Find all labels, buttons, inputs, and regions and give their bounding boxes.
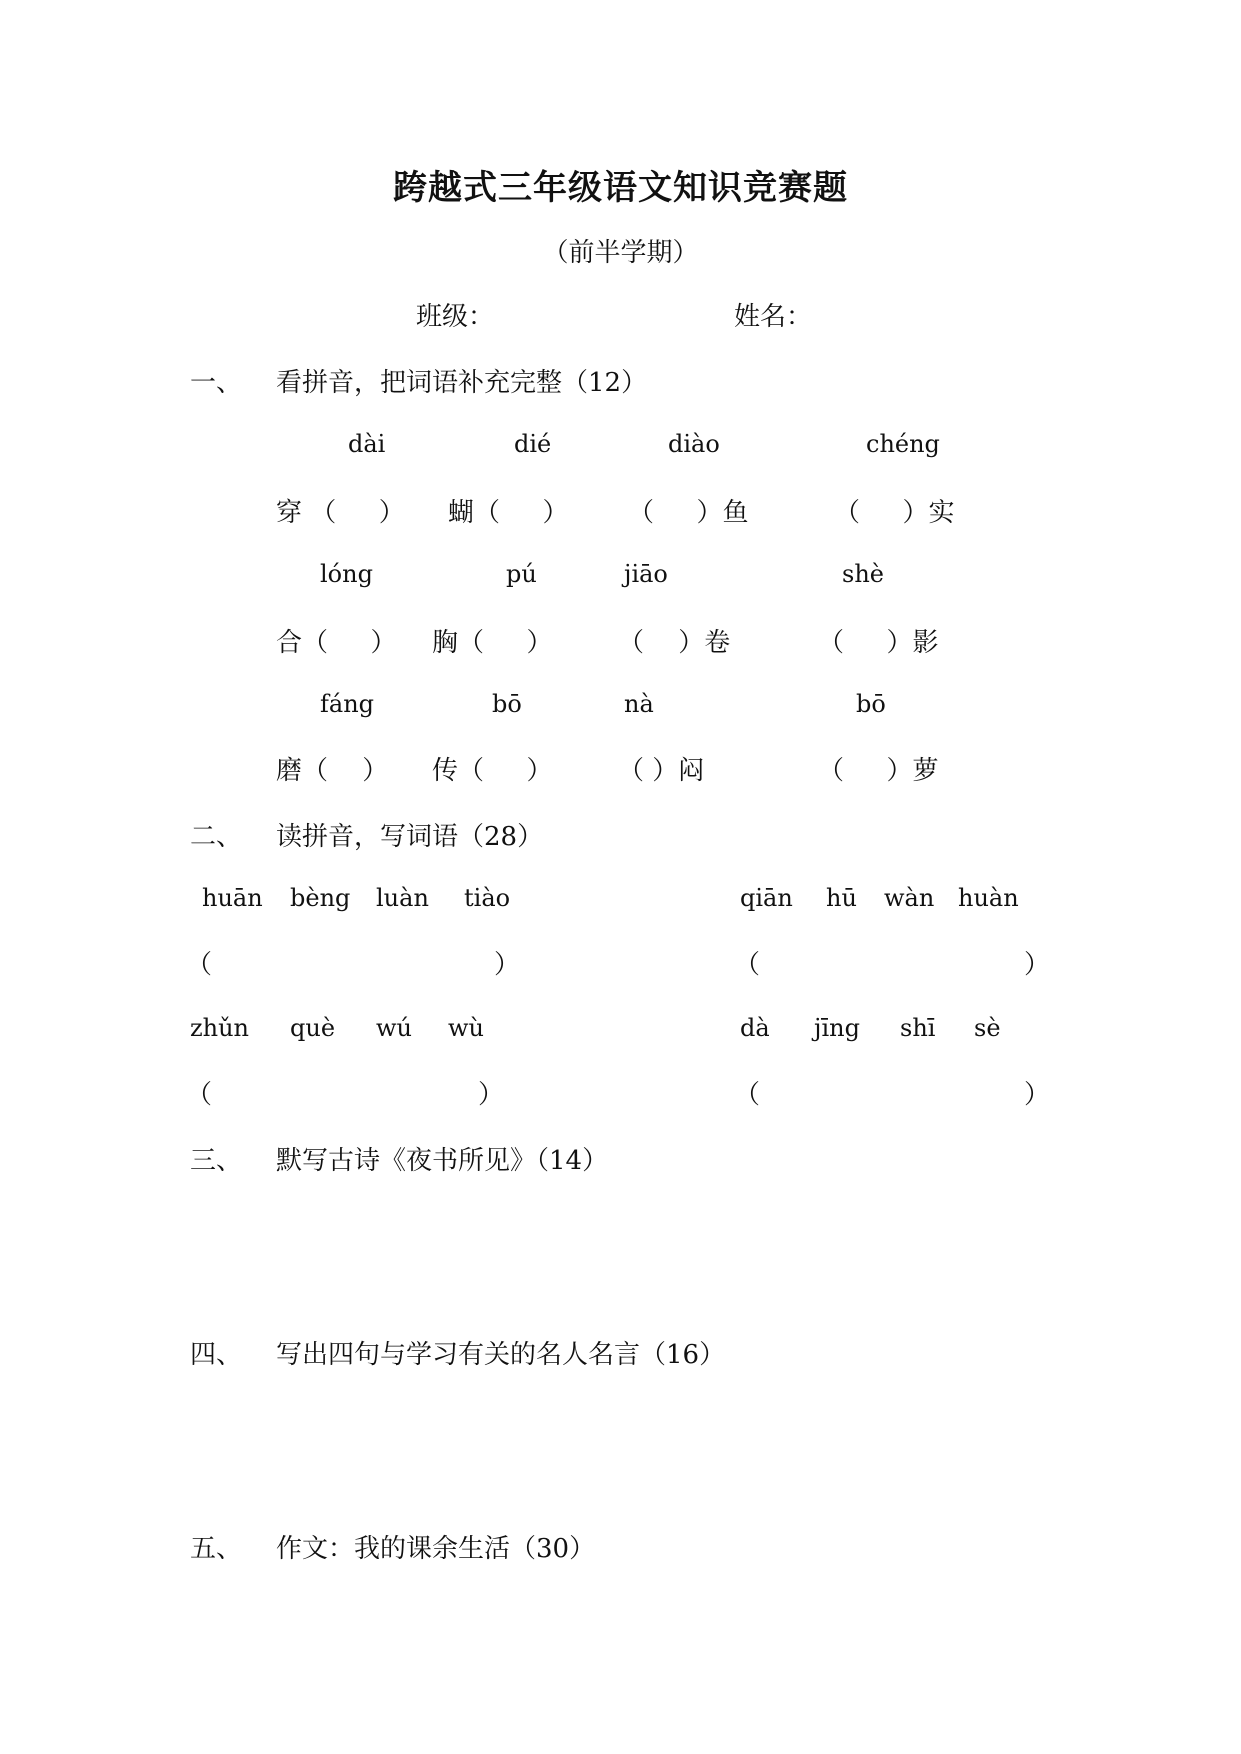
fill-blank-word: 合（ ） [276,628,397,658]
fill-blank-word: （ ）实 [834,498,955,528]
section-1-number: 一、 [190,368,243,398]
class-field-label: 班级： [416,302,495,332]
pinyin: dié [514,430,552,458]
pinyin: sè [974,1014,1001,1042]
answer-bracket-open: （ [734,950,761,980]
pinyin: shè [842,560,884,588]
pinyin: pú [506,560,537,588]
section-3-heading: 默写古诗《夜书所见》（14） [276,1146,609,1176]
fill-blank-word: 磨（ ） [276,756,389,786]
pinyin: fáng [320,690,375,718]
pinyin: chéng [866,430,940,458]
pinyin: shī [900,1014,936,1042]
fill-blank-word: （ ）卷 [618,628,731,658]
pinyin: jīng [814,1014,860,1042]
section-4-number: 四、 [190,1340,243,1370]
fill-blank-word: （ ）鱼 [628,498,749,528]
pinyin: luàn [376,884,429,912]
section-3-number: 三、 [190,1146,243,1176]
answer-bracket-close: ） [1024,950,1051,980]
pinyin: jiāo [624,560,668,588]
page-title: 跨越式三年级语文知识竞赛题 [393,168,848,208]
answer-bracket-close: ） [494,950,521,980]
fill-blank-word: 蝴（ ） [448,498,569,528]
pinyin: què [290,1014,336,1042]
section-5-heading: 作文：我的课余生活（30） [276,1534,596,1564]
answer-bracket-open: （ [186,1080,213,1110]
fill-blank-word: 胸（ ） [432,628,553,658]
pinyin: huàn [958,884,1019,912]
pinyin: qiān [740,884,793,912]
pinyin: zhǔn [190,1014,250,1042]
answer-bracket-open: （ [186,950,213,980]
pinyin: bō [856,690,886,718]
fill-blank-word: （ ）萝 [818,756,939,786]
section-5-number: 五、 [190,1534,243,1564]
pinyin: wú [376,1014,412,1042]
pinyin: bō [492,690,522,718]
pinyin: diào [668,430,720,458]
section-2-heading: 读拼音，写词语（28） [276,822,544,852]
fill-blank-word: 穿 （ ） [276,498,405,528]
name-field-label: 姓名： [734,302,813,332]
page-subtitle: （前半学期） [542,238,699,268]
answer-bracket-close: ） [1024,1080,1051,1110]
pinyin: dà [740,1014,770,1042]
pinyin: wù [448,1014,484,1042]
pinyin: bèng [290,884,351,912]
section-4-heading: 写出四句与学习有关的名人名言（16） [276,1340,726,1370]
fill-blank-word: （ ）影 [818,628,939,658]
fill-blank-word: 传（ ） [432,756,553,786]
pinyin: wàn [884,884,935,912]
answer-bracket-open: （ [734,1080,761,1110]
pinyin: huān [202,884,263,912]
section-2-number: 二、 [190,822,243,852]
pinyin: hū [826,884,857,912]
pinyin: nà [624,690,654,718]
section-1-heading: 看拼音，把词语补充完整（12） [276,368,648,398]
answer-bracket-close: ） [478,1080,505,1110]
pinyin: dài [348,430,386,458]
fill-blank-word: （ ）闷 [618,756,705,786]
pinyin: lóng [320,560,373,588]
pinyin: tiào [464,884,511,912]
